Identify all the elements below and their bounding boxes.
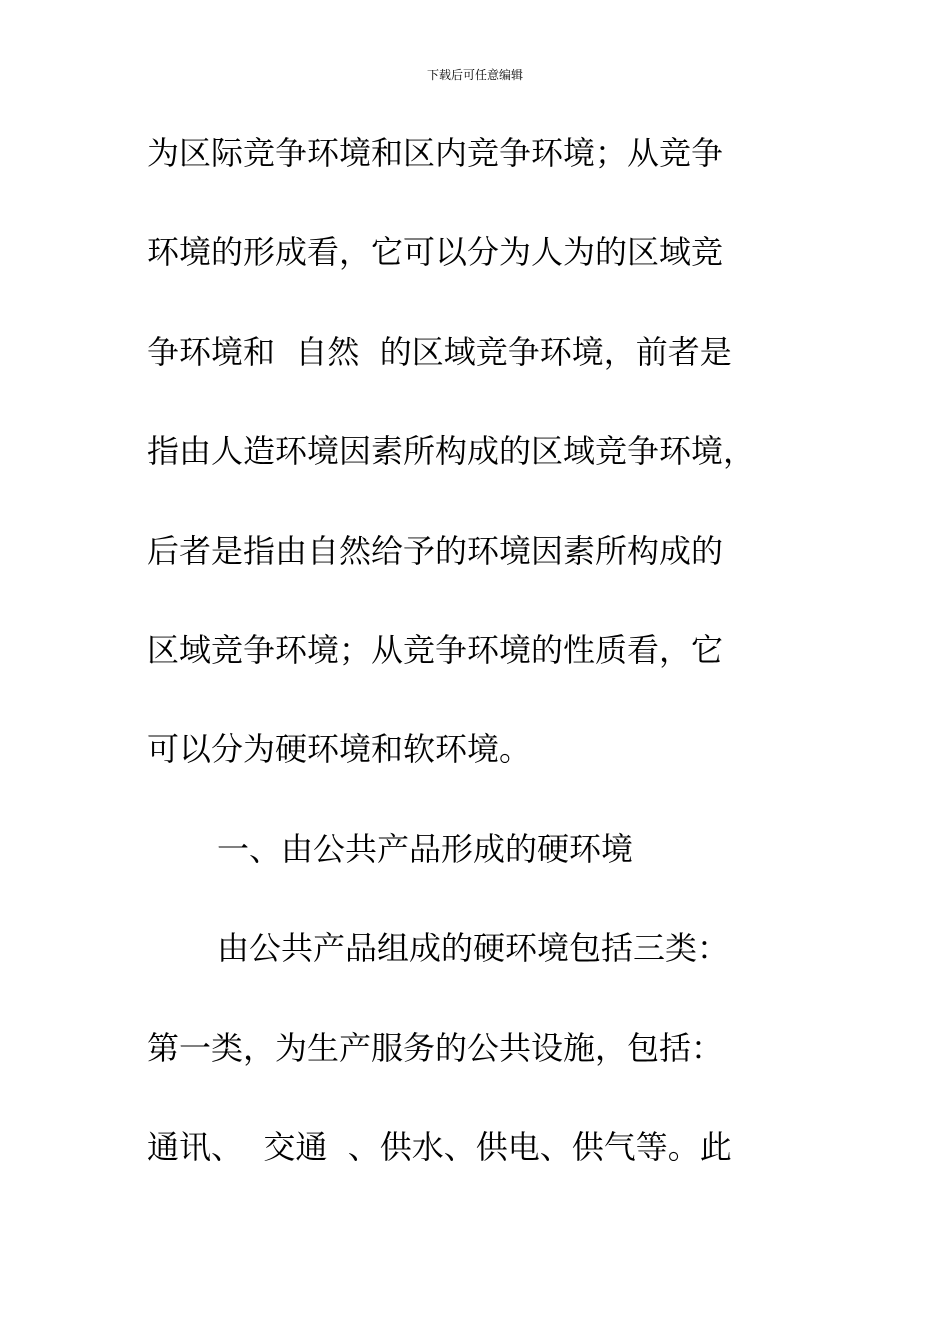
page-header: 下载后可任意编辑 [426,68,523,82]
document-body [147,124,827,1217]
section-heading: 一、由公共产品形成的硬环境 [217,829,634,868]
text-line: 为区际竞争环境和区内竞争环境；从竞争 [147,134,724,172]
text-line: 第一类，为生产服务的公共设施，包括： [147,1028,724,1067]
text-line: 环境的形成看，它可以分为人为的区域竞 [147,233,724,272]
text-line: 通讯、 交通 、供水、供电、供气等。此 [147,1127,732,1166]
text-line: 争环境和 自然 的区域竞争环境，前者是 [147,332,732,371]
text-line: 区域竞争环境；从竞争环境的性质看，它 [147,630,724,669]
text-line: 指由人造环境因素所构成的区域竞争环境， [147,432,756,471]
paragraph-start-line: 由公共产品组成的硬环境包括三类： [217,929,730,968]
text-line: 后者是指由自然给予的环境因素所构成的 [147,531,724,570]
text-line: 可以分为硬环境和软环境。 [147,730,532,769]
